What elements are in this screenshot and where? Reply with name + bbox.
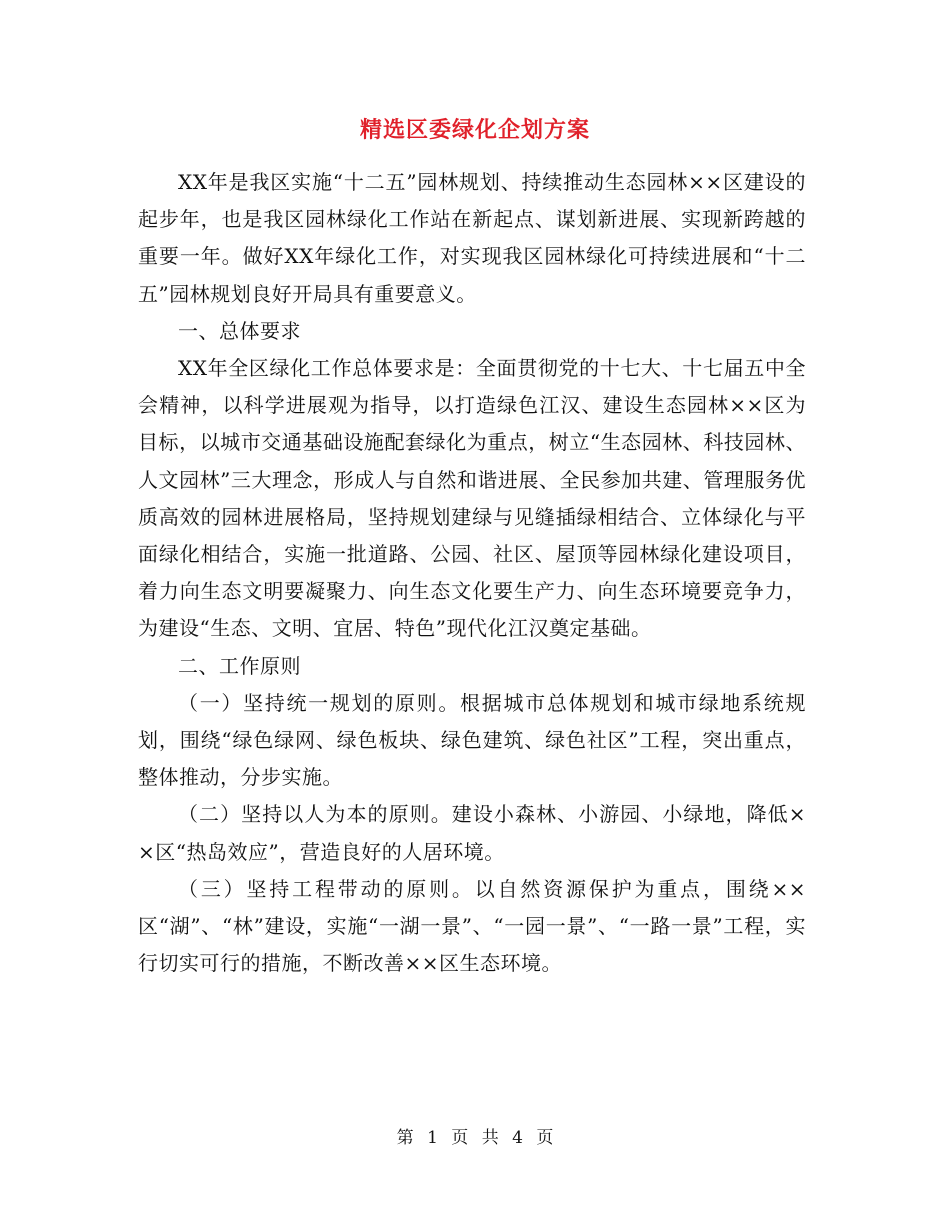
footer-suffix: 页: [536, 1128, 554, 1148]
footer-total-pages: 4: [512, 1128, 523, 1148]
intro-paragraph: XX年是我区实施“十二五”园林规划、持续推动生态园林××区建设的起步年，也是我区园林绿化工作站在新起点、谋划新进展、实现新跨越的重要一年。做好XX年绿化工作，对实现我区园林绿化可持续进展和“十二五”园林规划良好开局具有重要意义。: [138, 170, 806, 306]
principle-item-1: （一）坚持统一规划的原则。根据城市总体规划和城市绿地系统规划，围绕“绿色绿网、绿色板块、绿色建筑、绿色社区”工程，突出重点，整体推动，分步实施。: [138, 690, 806, 790]
footer-prefix: 第: [396, 1128, 414, 1148]
footer-page-label: 页: [451, 1128, 469, 1148]
footer-current-page: 1: [427, 1128, 438, 1148]
document-title: 精选区委绿化企划方案: [359, 117, 590, 143]
principle-item-2: （二）坚持以人为本的原则。建设小森林、小游园、小绿地，降低××区“热岛效应”，营造良好的人居环境。: [138, 802, 806, 864]
document-body: [138, 164, 806, 982]
section-heading-work-principles: 二、工作原则: [178, 653, 301, 678]
principle-item-3: （三）坚持工程带动的原则。以自然资源保护为重点，围绕××区“湖”、“林”建设，实施“一湖一景”、“一园一景”、“一路一景”工程，实行切实可行的措施，不断改善××区生态环境。: [138, 876, 806, 976]
footer-total-label: 共: [481, 1128, 499, 1148]
page-footer: [0, 1126, 950, 1150]
overall-requirements-paragraph: XX年全区绿化工作总体要求是：全面贯彻党的十七大、十七届五中全会精神，以科学进展观为指导，以打造绿色江汉、建设生态园林××区为目标，以城市交通基础设施配套绿化为重点，树立“生态园林、科技园林、人文园林”三大理念，形成人与自然和谐进展、全民参加共建、管理服务优质高效的园林进展格局，坚持规划建绿与见缝插绿相结合、立体绿化与平面绿化相结合，实施一批道路、公园、社区、屋顶等园林绿化建设项目，着力向生态文明要凝聚力、向生态文化要生产力、向生态环境要竞争力，为建设“生态、文明、宜居、特色”现代化江汉奠定基础。: [138, 356, 806, 641]
section-heading-overall-requirements: 一、总体要求: [178, 318, 301, 343]
